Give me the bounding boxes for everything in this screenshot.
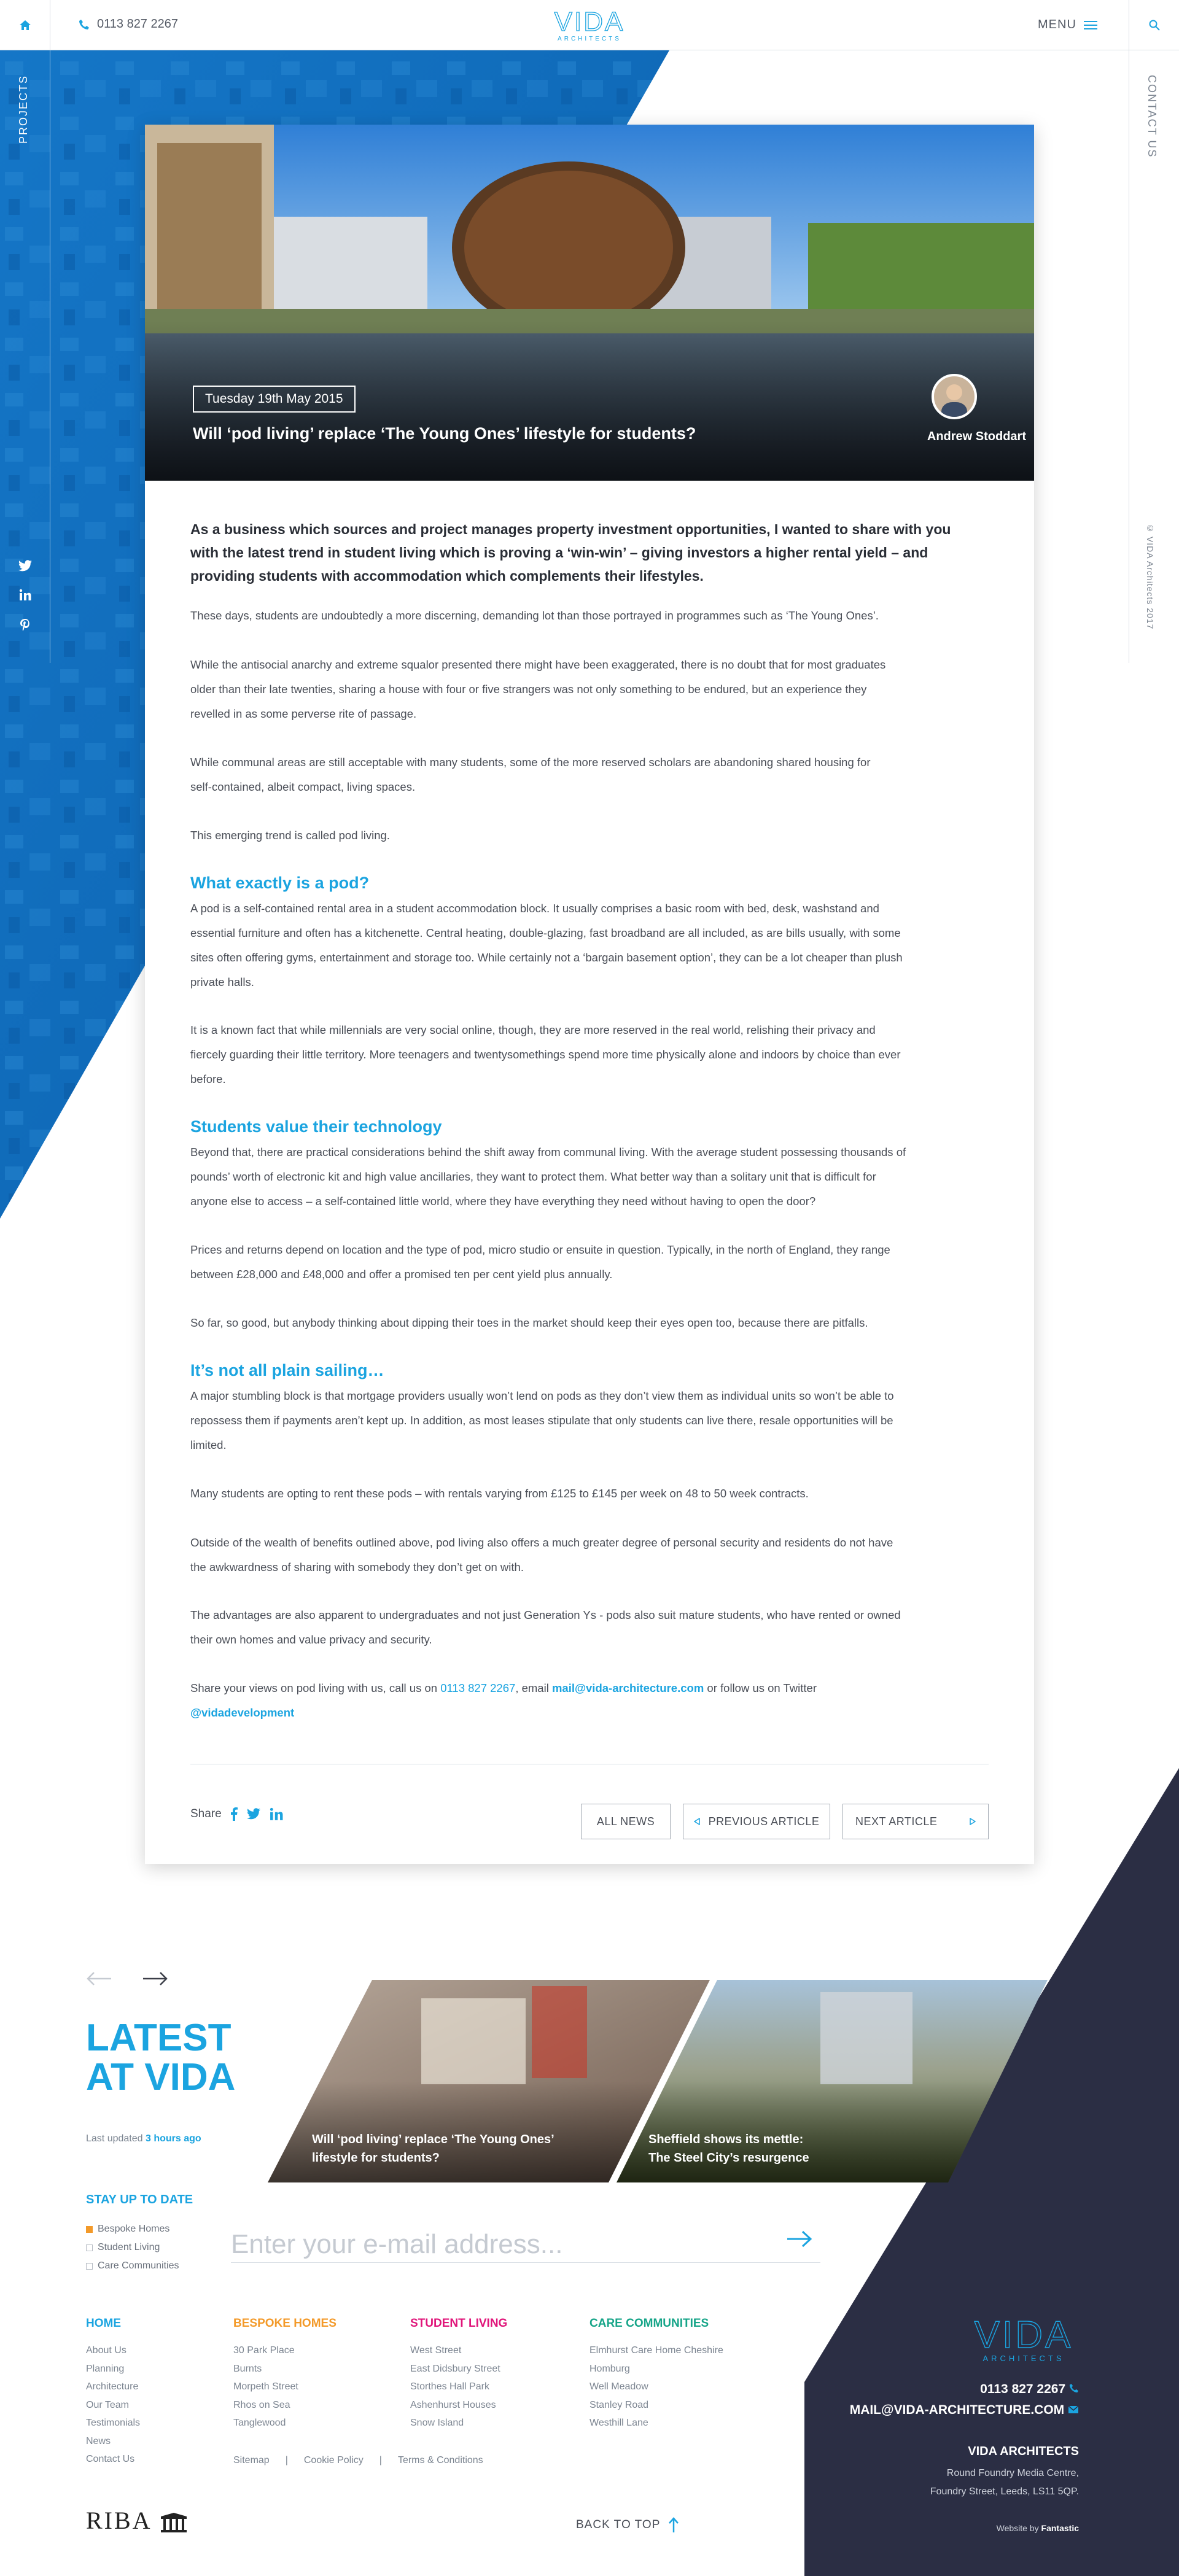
paragraph xyxy=(190,1140,906,1214)
para-line: pounds’ worth of electronic kit and high value ancillaries, they want to protect them. What better way than a solitary unit that is difficult for xyxy=(190,1170,876,1183)
footer-links-bespoke xyxy=(233,2341,298,2432)
footer-link[interactable]: Architecture xyxy=(86,2381,139,2392)
footer-link[interactable]: Well Meadow xyxy=(590,2381,648,2392)
projects-link[interactable]: PROJECTS xyxy=(17,75,29,144)
footer-link[interactable]: Our Team xyxy=(86,2399,129,2410)
para-line: fiercely guarding their little territory. More teenagers and twentysomethings spend more time physically alone and indoors by choice than ever xyxy=(190,1048,901,1061)
cta-text: Share your views on pod living with us, call us on xyxy=(190,1682,441,1694)
paragraph xyxy=(190,896,903,995)
sitemap-link[interactable]: Sitemap xyxy=(233,2455,270,2465)
triangle-left-icon xyxy=(694,1818,700,1825)
footer-links-care xyxy=(590,2341,723,2432)
paragraph: So far, so good, but anybody thinking about dipping their toes in the market should keep their eyes open too, because there are pitfalls. xyxy=(190,1316,868,1329)
linkedin-icon[interactable] xyxy=(16,589,34,605)
paragraph: These days, students are undoubtedly a more discerning, demanding lot than those portrayed in programmes such as ‘The Young Ones’. xyxy=(190,609,879,622)
footer-link[interactable]: West Street xyxy=(410,2345,462,2356)
para-line: While the antisocial anarchy and extreme squalor presented there might have been exaggerated, there is no doubt that for most graduates xyxy=(190,658,886,671)
phone-icon xyxy=(1069,2383,1079,2393)
para-line: limited. xyxy=(190,1438,227,1451)
checkbox-label: Bespoke Homes xyxy=(98,2224,170,2234)
vida-logo[interactable] xyxy=(548,7,631,43)
menu-button[interactable] xyxy=(1038,18,1097,32)
company-name: VIDA ARCHITECTS xyxy=(968,2445,1079,2458)
home-button[interactable] xyxy=(0,0,50,50)
twitter-share-icon[interactable] xyxy=(246,1808,261,1820)
checkbox-box[interactable] xyxy=(86,2244,93,2251)
footer-link[interactable]: News xyxy=(86,2435,111,2446)
footer-link[interactable]: 30 Park Place xyxy=(233,2345,295,2356)
credit-link[interactable]: Fantastic xyxy=(1041,2523,1079,2533)
author-name: Andrew Stoddart xyxy=(927,430,1026,443)
riba-text: RIBA xyxy=(86,2507,151,2534)
email-subscribe-input[interactable] xyxy=(231,2226,820,2263)
news-card-caption[interactable] xyxy=(312,2130,554,2167)
footer-link[interactable]: Ashenhurst Houses xyxy=(410,2399,496,2410)
arrow-right-icon[interactable] xyxy=(142,1972,168,1985)
article-hero xyxy=(145,125,1034,481)
footer-link[interactable]: Testimonials xyxy=(86,2418,141,2428)
cookie-policy-link[interactable]: Cookie Policy xyxy=(303,2455,364,2465)
legal-links xyxy=(233,2455,483,2466)
footer-link[interactable]: Planning xyxy=(86,2363,125,2374)
para-line: repossess them if payments aren’t kept up. In addition, as most leases stipulate that only students can live there, resale opportunities will be xyxy=(190,1414,893,1427)
para-line: before. xyxy=(190,1073,226,1085)
footer-link[interactable]: About Us xyxy=(86,2345,126,2356)
para-line: Beyond that, there are practical considerations behind the shift away from communal living. With the average student possessing thousands of xyxy=(190,1146,906,1158)
paragraph xyxy=(190,1603,901,1652)
next-article-label: NEXT ARTICLE xyxy=(855,1815,938,1828)
triangle-right-icon xyxy=(970,1818,976,1825)
left-rail xyxy=(0,50,50,663)
footer-link[interactable]: Morpeth Street xyxy=(233,2381,298,2392)
address-line: Round Foundry Media Centre, xyxy=(946,2468,1079,2478)
news-card-title-line: lifestyle for students? xyxy=(312,2151,440,2165)
header-phone[interactable] xyxy=(79,17,178,31)
footer-link[interactable]: East Didsbury Street xyxy=(410,2363,500,2374)
share-bar xyxy=(190,1807,283,1821)
section-heading: It’s not all plain sailing… xyxy=(190,1361,384,1379)
footer-heading-bespoke[interactable]: BESPOKE HOMES xyxy=(233,2317,337,2330)
search-button[interactable] xyxy=(1129,0,1179,50)
cta-email-link[interactable]: mail@vida-architecture.com xyxy=(551,1682,704,1694)
svg-text:VIDA: VIDA xyxy=(554,7,625,37)
para-line: their own homes and value privacy and security. xyxy=(190,1633,432,1646)
footer-link[interactable]: Storthes Hall Park xyxy=(410,2381,489,2392)
para-line: anyone else to access – a self-contained little world, where they have everything they need without having to open the door? xyxy=(190,1195,816,1208)
footer-email-address: MAIL@VIDA-ARCHITECTURE.COM xyxy=(849,2403,1065,2417)
article-card xyxy=(145,125,1034,1864)
website-credit xyxy=(997,2523,1079,2533)
para-line: revelled in as some perverse rite of passage. xyxy=(190,707,417,720)
footer-phone[interactable] xyxy=(980,2382,1079,2397)
article-lead xyxy=(190,518,951,588)
checkbox-label: Student Living xyxy=(98,2242,160,2252)
terms-link[interactable]: Terms & Conditions xyxy=(397,2455,483,2465)
cta-phone-link[interactable]: 0113 827 2267 xyxy=(440,1682,516,1694)
para-line: between £28,000 and £48,000 and offer a promised ten per cent yield plus annually. xyxy=(190,1268,613,1281)
section-heading: Students value their technology xyxy=(190,1117,442,1136)
riba-logo xyxy=(86,2506,189,2535)
para-line: private halls. xyxy=(190,976,254,988)
para-line: The advantages are also apparent to undergraduates and not just Generation Ys - pods also suit mature students, who have rented or owned xyxy=(190,1608,901,1621)
next-article-button[interactable] xyxy=(842,1804,989,1839)
article-title: Will ‘pod living’ replace ‘The Young Ones’ lifestyle for students? xyxy=(193,424,696,443)
footer-link[interactable]: Homburg xyxy=(590,2363,630,2374)
mail-icon xyxy=(1068,2405,1079,2414)
home-icon xyxy=(19,20,31,31)
previous-article-button[interactable] xyxy=(683,1804,830,1839)
cta-text: or follow us on Twitter xyxy=(704,1682,817,1694)
top-bar xyxy=(0,0,1179,50)
footer-link[interactable]: Westhill Lane xyxy=(590,2418,648,2428)
last-updated-label: Last updated xyxy=(86,2133,146,2144)
latest-heading-line: LATEST xyxy=(86,2017,232,2059)
para-line: While communal areas are still acceptable with many students, some of the more reserved scholars are abandoning shared housing for xyxy=(190,756,871,769)
menu-label: MENU xyxy=(1038,18,1076,31)
divider: | xyxy=(285,2455,288,2465)
riba-crest-icon xyxy=(158,2513,189,2534)
svg-text:ARCHITECTS: ARCHITECTS xyxy=(558,36,621,42)
footer-phone-number: 0113 827 2267 xyxy=(980,2382,1066,2396)
footer-heading-care[interactable]: CARE COMMUNITIES xyxy=(590,2317,709,2330)
right-rail xyxy=(1129,50,1179,663)
last-updated-value: 3 hours ago xyxy=(145,2133,201,2144)
footer-link[interactable]: Rhos on Sea xyxy=(233,2399,290,2410)
checkbox-label: Care Communities xyxy=(98,2260,179,2271)
footer-heading-home[interactable]: HOME xyxy=(86,2317,121,2330)
hamburger-icon xyxy=(1084,20,1097,30)
call-to-action xyxy=(190,1676,989,1725)
back-to-top-button[interactable] xyxy=(576,2517,679,2533)
para-line: A major stumbling block is that mortgage providers usually won’t lend on pods as they don’t view them as individual units so won’t be able to xyxy=(190,1389,894,1402)
para-line: self-contained, albeit compact, living spaces. xyxy=(190,780,416,793)
stay-up-to-date-heading: STAY UP TO DATE xyxy=(86,2193,193,2206)
footer-link[interactable]: Tanglewood xyxy=(233,2418,286,2428)
footer-links-student xyxy=(410,2341,500,2432)
checkbox-care-communities[interactable] xyxy=(86,2260,179,2271)
latest-heading-line: AT VIDA xyxy=(86,2056,236,2098)
all-news-button[interactable] xyxy=(581,1804,671,1839)
para-line: sites often offering gyms, entertainment and storage too. While certainly not a ‘bargain basement option’, they can be a lot cheaper than plush xyxy=(190,951,903,964)
checkbox-student-living[interactable] xyxy=(86,2242,160,2253)
news-card-title-line: Sheffield shows its mettle: xyxy=(648,2133,804,2146)
paragraph xyxy=(190,750,871,799)
svg-text:ARCHITECTS: ARCHITECTS xyxy=(982,2354,1065,2363)
para-line: the awkwardness of sharing with somebody they don’t get on with. xyxy=(190,1561,524,1573)
latest-carousel-arrows xyxy=(86,1972,168,1985)
news-card-caption[interactable] xyxy=(648,2130,809,2167)
share-row xyxy=(190,1764,989,1837)
paragraph xyxy=(190,1238,890,1287)
para-line: essential furniture and often has a kitchenette. Central heating, double-glazing, fast broadband are all included, as are bills usually, with some xyxy=(190,926,901,939)
lead-line: providing students with accommodation which complements their lifestyles. xyxy=(190,568,704,584)
article-date: Tuesday 19th May 2015 xyxy=(193,386,356,413)
credit-prefix: Website by xyxy=(996,2523,1041,2533)
para-line: It is a known fact that while millennials are very social online, though, they are more reserved in the real world, relishing their privacy and xyxy=(190,1023,876,1036)
lead-line: As a business which sources and project manages property investment opportunities, I wanted to share with you xyxy=(190,521,951,537)
footer-link[interactable]: Snow Island xyxy=(410,2418,464,2428)
footer-link[interactable]: Elmhurst Care Home Cheshire xyxy=(590,2345,723,2356)
arrow-right-icon[interactable] xyxy=(786,2230,813,2248)
news-card-title-line: The Steel City’s resurgence xyxy=(648,2151,809,2165)
contact-us-link[interactable]: CONTACT US xyxy=(1146,75,1158,158)
para-line: older than their late twenties, sharing a house with four or five strangers was not only something to be endured, but an experience they xyxy=(190,683,867,696)
cta-text: , email xyxy=(515,1682,552,1694)
twitter-icon[interactable] xyxy=(16,560,34,576)
last-updated xyxy=(86,2133,201,2144)
news-card-title-line: Will ‘pod living’ replace ‘The Young Ones’ xyxy=(312,2133,554,2146)
paragraph: Many students are opting to rent these pods – with rentals varying from £125 to £145 per week on 48 to 50 week contracts. xyxy=(190,1487,809,1500)
footer-link[interactable]: Contact Us xyxy=(86,2454,135,2464)
paragraph: This emerging trend is called pod living. xyxy=(190,829,390,842)
lead-line: with the latest trend in student living which is proving a ‘win-win’ – giving investors a higher rental yield – and xyxy=(190,545,928,561)
address-line: Foundry Street, Leeds, LS11 5QP. xyxy=(930,2486,1079,2497)
footer-email[interactable] xyxy=(850,2403,1079,2418)
share-label: Share xyxy=(190,1807,222,1820)
vida-footer-logo[interactable] xyxy=(968,2314,1079,2365)
arrow-up-icon xyxy=(669,2517,679,2533)
header-phone-number: 0113 827 2267 xyxy=(97,17,178,31)
all-news-label: ALL NEWS xyxy=(596,1815,655,1828)
search-icon xyxy=(1149,20,1160,31)
para-line: A pod is a self-contained rental area in a student accommodation block. It usually comprises a basic room with bed, desk, washstand and xyxy=(190,902,879,915)
section-heading: What exactly is a pod? xyxy=(190,874,370,892)
paragraph xyxy=(190,1530,893,1580)
para-line: Outside of the wealth of benefits outlined above, pod living also offers a much greater degree of personal security and residents do not have xyxy=(190,1536,893,1549)
footer-link[interactable]: Stanley Road xyxy=(590,2399,649,2410)
pinterest-icon[interactable] xyxy=(16,618,34,635)
copyright-text: © VIDA Architects 2017 xyxy=(1145,523,1155,630)
arrow-left-icon[interactable] xyxy=(86,1972,112,1985)
paragraph xyxy=(190,1018,901,1092)
facebook-share-icon[interactable] xyxy=(230,1807,238,1821)
para-line: Prices and returns depend on location and the type of pod, micro studio or ensuite in question. Typically, in the north of England, they range xyxy=(190,1243,890,1256)
phone-icon xyxy=(79,19,90,30)
checkbox-box[interactable] xyxy=(86,2226,93,2233)
footer-heading-student[interactable]: STUDENT LIVING xyxy=(410,2317,508,2330)
checkbox-box[interactable] xyxy=(86,2263,93,2270)
footer-link[interactable]: Burnts xyxy=(233,2363,262,2374)
linkedin-share-icon[interactable] xyxy=(270,1807,283,1821)
divider: | xyxy=(379,2455,382,2465)
paragraph xyxy=(190,653,885,726)
svg-text:VIDA: VIDA xyxy=(974,2314,1073,2356)
previous-article-label: PREVIOUS ARTICLE xyxy=(708,1815,820,1828)
footer-links-home xyxy=(86,2341,140,2469)
paragraph xyxy=(190,1384,894,1457)
author-avatar xyxy=(932,374,977,419)
cta-twitter-link[interactable]: @vidadevelopment xyxy=(190,1706,295,1719)
latest-heading xyxy=(86,2019,332,2097)
checkbox-bespoke-homes[interactable] xyxy=(86,2224,169,2235)
back-to-top-label: BACK TO TOP xyxy=(576,2518,661,2531)
